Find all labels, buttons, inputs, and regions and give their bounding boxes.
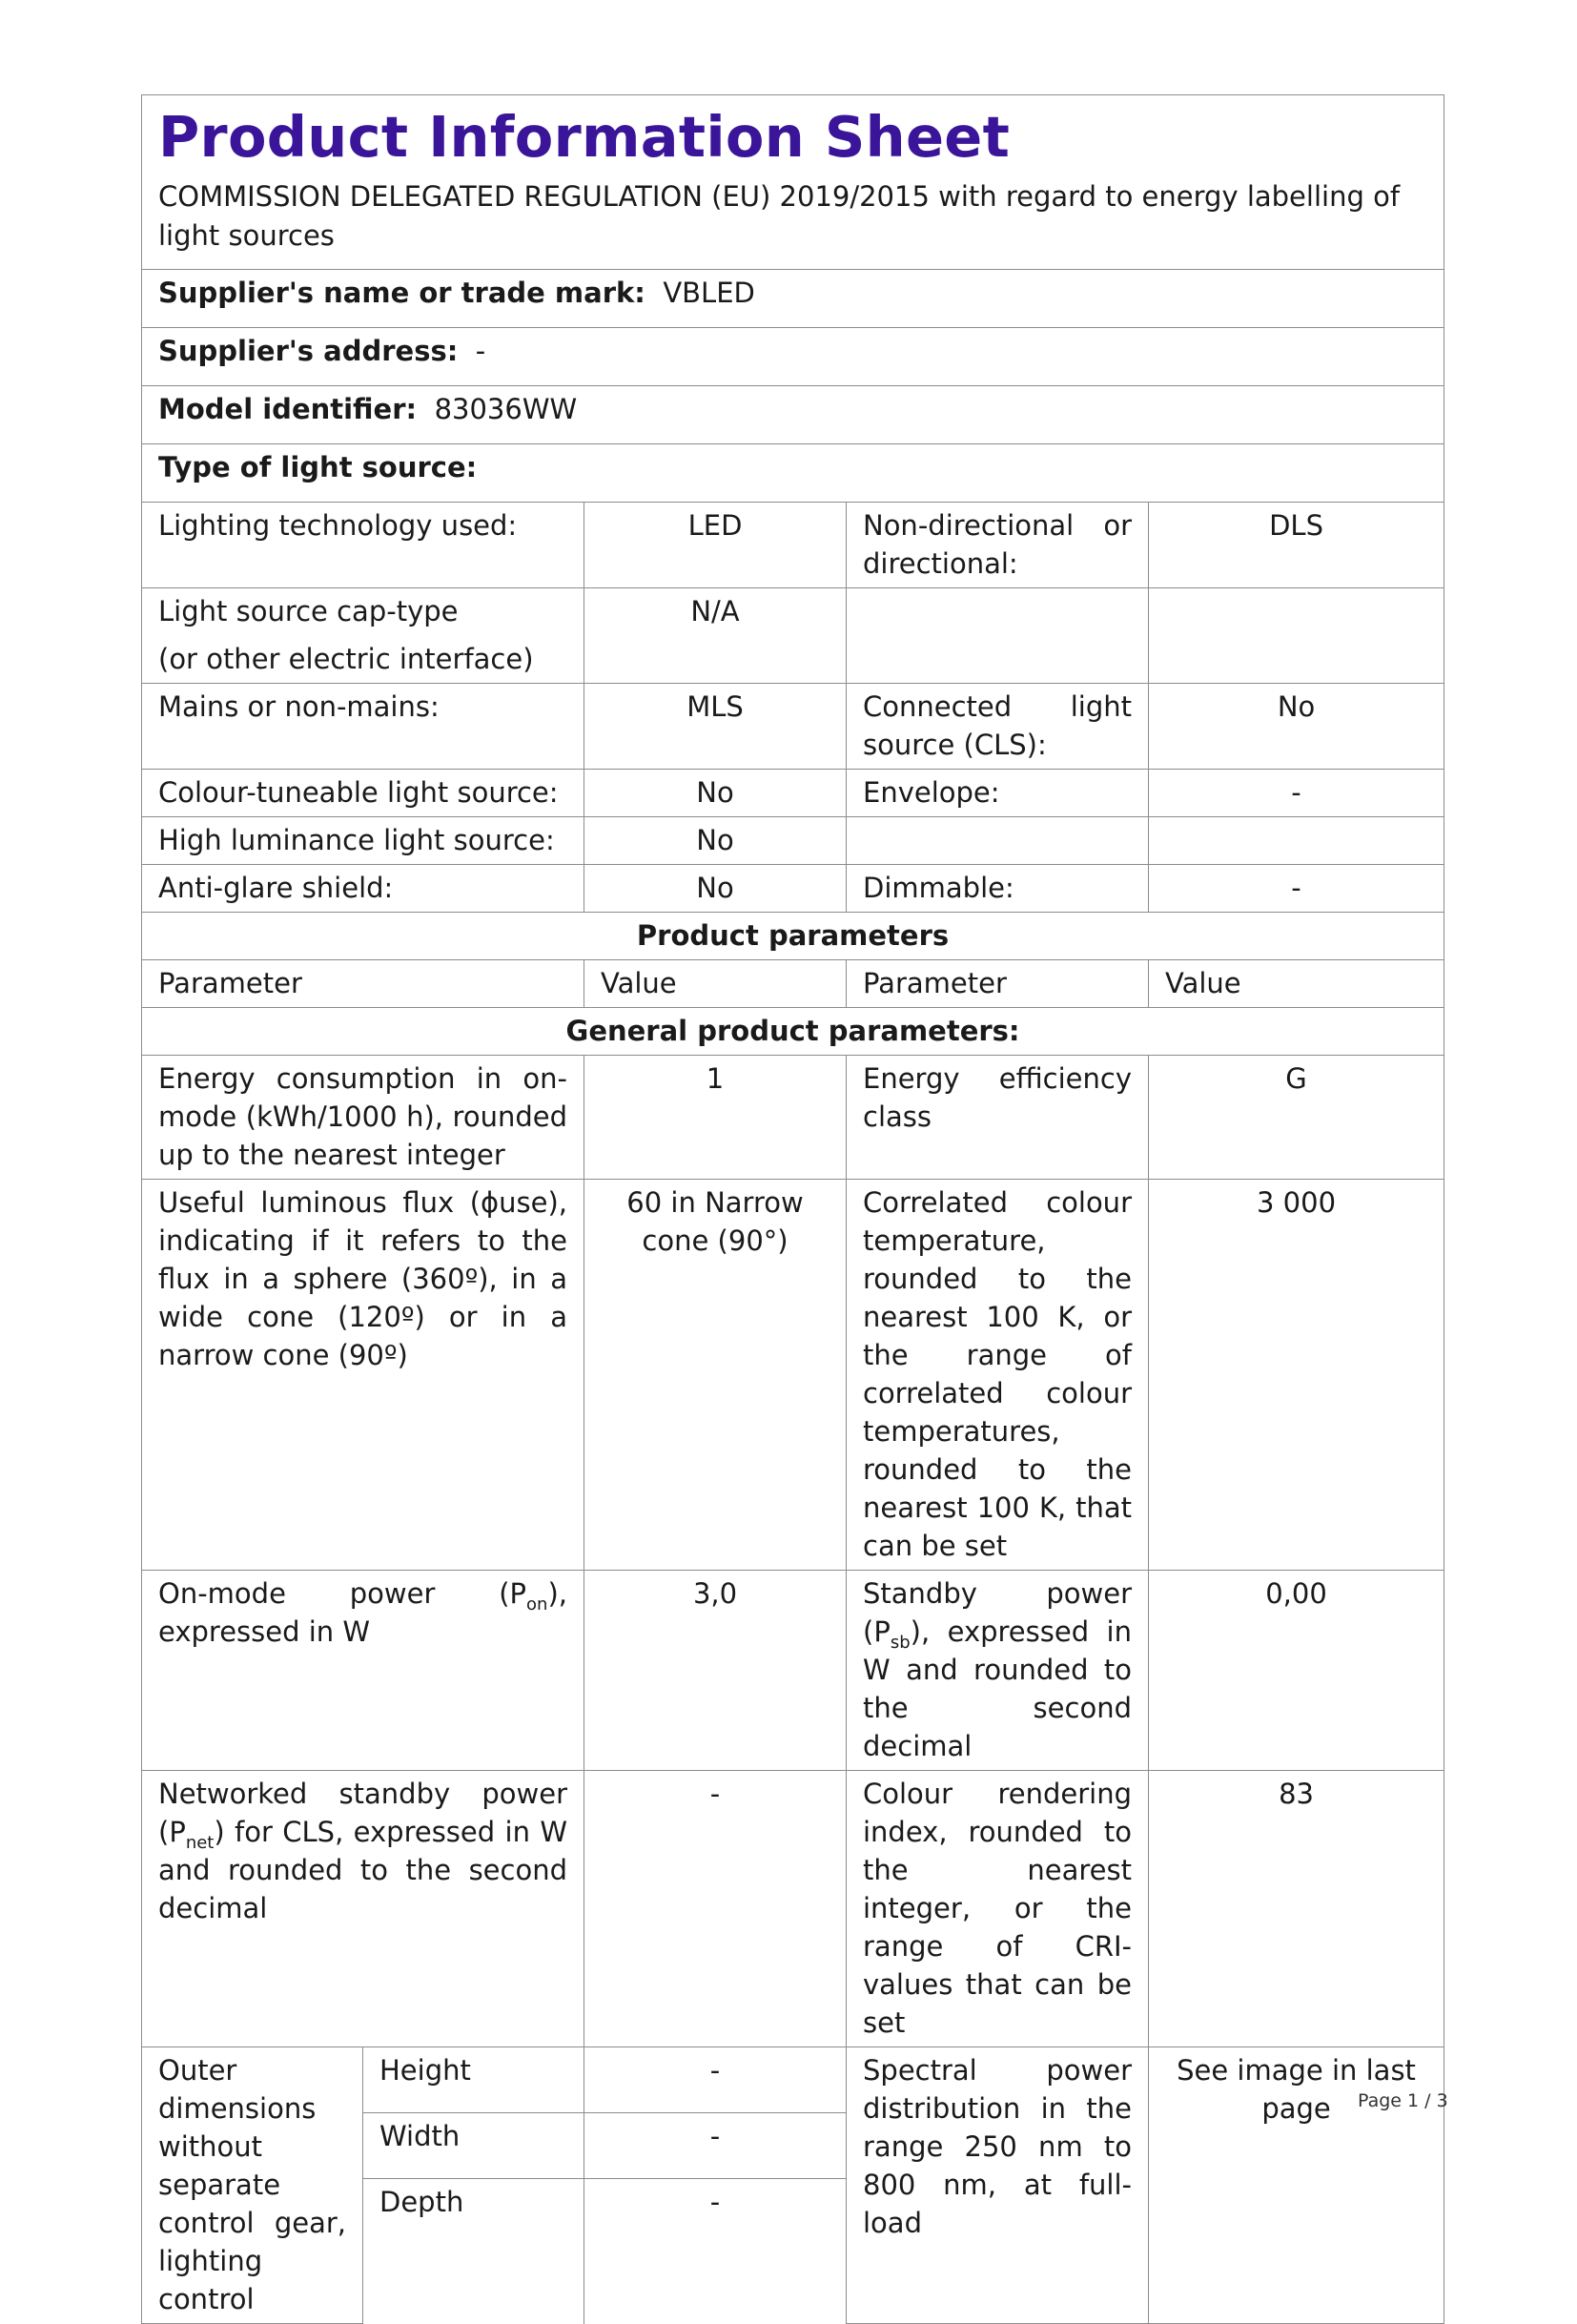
value-cell: 3 000 [1149, 1180, 1444, 1571]
column-header: Value [1149, 960, 1444, 1008]
product-information-sheet [141, 94, 1444, 2324]
param-cell [142, 588, 584, 684]
type-heading-cell [142, 444, 1444, 503]
param-cell: Correlated colour temperature, rounded to the nearest 100 K, or the range of correlated colour temperatures, rounded to the nearest 100 K, that can be set [847, 1180, 1149, 1571]
dimension-label: Height [363, 2047, 584, 2113]
standby-label-sub: sb [890, 1632, 911, 1653]
info-table [141, 94, 1444, 2324]
param-cell: Energy consumption in on-mode (kWh/1000 h), rounded up to the nearest integer [142, 1056, 584, 1180]
supplier-address-row [142, 328, 1444, 386]
supplier-address-value: - [475, 335, 486, 367]
regulation-subtitle: COMMISSION DELEGATED REGULATION (EU) 2019/2015 with regard to energy labelling of light sources [158, 180, 1401, 252]
param-row-flux [142, 1180, 1444, 1571]
supplier-name-label: Supplier's name or trade mark: [158, 277, 645, 309]
dimension-label: Width [363, 2113, 584, 2179]
value-cell [1149, 817, 1444, 865]
param-row-dimensions-height [142, 2047, 1444, 2113]
supplier-address-cell [142, 328, 1444, 386]
param-cell [142, 1571, 584, 1771]
standby-label-post: ), expressed in W and rounded to the second decimal [863, 1615, 1132, 1762]
model-cell [142, 386, 1444, 444]
title-cell [142, 95, 1444, 270]
value-cell: - [584, 1771, 847, 2047]
param-row-power [142, 1571, 1444, 1771]
param-cell: Envelope: [847, 770, 1149, 817]
column-header: Value [584, 960, 847, 1008]
cap-type-sublabel: (or other electric interface) [158, 643, 534, 675]
value-cell: 1 [584, 1056, 847, 1180]
supplier-name-value: VBLED [663, 277, 755, 309]
column-header-row [142, 960, 1444, 1008]
power-label-sub: on [526, 1594, 548, 1614]
value-cell: - [1149, 865, 1444, 913]
param-cell: High luminance light source: [142, 817, 584, 865]
param-cell: Dimmable: [847, 865, 1149, 913]
param-cell: Connected light source (CLS): [847, 684, 1149, 770]
value-cell: LED [584, 503, 847, 588]
type-row-tuneable [142, 770, 1444, 817]
param-cell: Anti-glare shield: [142, 865, 584, 913]
type-row-antiglare [142, 865, 1444, 913]
type-heading-row [142, 444, 1444, 503]
page-title: Product Information Sheet [158, 104, 1011, 170]
type-label: Type of light source: [158, 451, 478, 483]
value-cell: G [1149, 1056, 1444, 1180]
param-cell [847, 817, 1149, 865]
value-cell: No [1149, 684, 1444, 770]
title-row [142, 95, 1444, 270]
power-label-post: ), expressed in W [158, 1577, 567, 1648]
supplier-name-row [142, 270, 1444, 328]
supplier-address-label: Supplier's address: [158, 335, 459, 367]
value-cell: 60 in Narrow cone (90°) [584, 1180, 847, 1571]
param-cell: Colour-tuneable light source: [142, 770, 584, 817]
type-row-mains [142, 684, 1444, 770]
networked-label-post: ) for CLS, expressed in W and rounded to the second decimal [158, 1816, 567, 1924]
model-label: Model identifier: [158, 393, 418, 425]
param-cell: Spectral power distribution in the range 250 nm to 800 nm, at full-load [847, 2047, 1149, 2324]
param-cell: Useful luminous flux (ϕuse), indicating if it refers to the flux in a sphere (360º), in a wide cone (120º) or in a narrow cone (90º) [142, 1180, 584, 1571]
param-row-networked [142, 1771, 1444, 2047]
page-number: Page 1 / 3 [1358, 2090, 1448, 2111]
general-parameters-heading-row [142, 1008, 1444, 1056]
param-cell [847, 588, 1149, 684]
value-cell [1149, 588, 1444, 684]
value-cell: See image in last page [1149, 2047, 1444, 2324]
value-cell: 0,00 [1149, 1571, 1444, 1771]
type-row-cap [142, 588, 1444, 684]
dimension-label: Depth [363, 2179, 584, 2324]
type-row-luminance [142, 817, 1444, 865]
dimension-value: - [584, 2179, 847, 2324]
model-row [142, 386, 1444, 444]
power-label-pre: On-mode power (P [158, 1577, 527, 1610]
value-cell: 83 [1149, 1771, 1444, 2047]
param-cell: Lighting technology used: [142, 503, 584, 588]
param-cell [847, 1571, 1149, 1771]
type-row-technology [142, 503, 1444, 588]
value-cell: MLS [584, 684, 847, 770]
param-cell: Energy efficiency class [847, 1056, 1149, 1180]
param-cell: Non-directional or directional: [847, 503, 1149, 588]
product-parameters-heading-row [142, 913, 1444, 960]
supplier-name-cell [142, 270, 1444, 328]
value-cell: No [584, 865, 847, 913]
param-row-energy [142, 1056, 1444, 1180]
param-cell: Outer dimensions without separate control gear, lighting control [142, 2047, 363, 2324]
column-header: Parameter [847, 960, 1149, 1008]
value-cell: 3,0 [584, 1571, 847, 1771]
column-header: Parameter [142, 960, 584, 1008]
param-cell: Colour rendering index, rounded to the nearest integer, or the range of CRI-values that can be set [847, 1771, 1149, 2047]
param-cell [142, 1771, 584, 2047]
value-cell: No [584, 817, 847, 865]
dimension-value: - [584, 2047, 847, 2113]
value-cell: N/A [584, 588, 847, 684]
model-value: 83036WW [434, 393, 578, 425]
param-cell: Mains or non-mains: [142, 684, 584, 770]
value-cell: - [1149, 770, 1444, 817]
dimension-value: - [584, 2113, 847, 2179]
section-heading: General product parameters: [142, 1008, 1444, 1056]
standby-label-pre: Standby power (P [863, 1577, 1132, 1648]
networked-label-pre: Networked standby power (P [158, 1778, 567, 1848]
networked-label-sub: net [185, 1832, 215, 1853]
cap-type-label: Light source cap-type [158, 595, 459, 627]
section-heading: Product parameters [142, 913, 1444, 960]
value-cell: No [584, 770, 847, 817]
value-cell: DLS [1149, 503, 1444, 588]
